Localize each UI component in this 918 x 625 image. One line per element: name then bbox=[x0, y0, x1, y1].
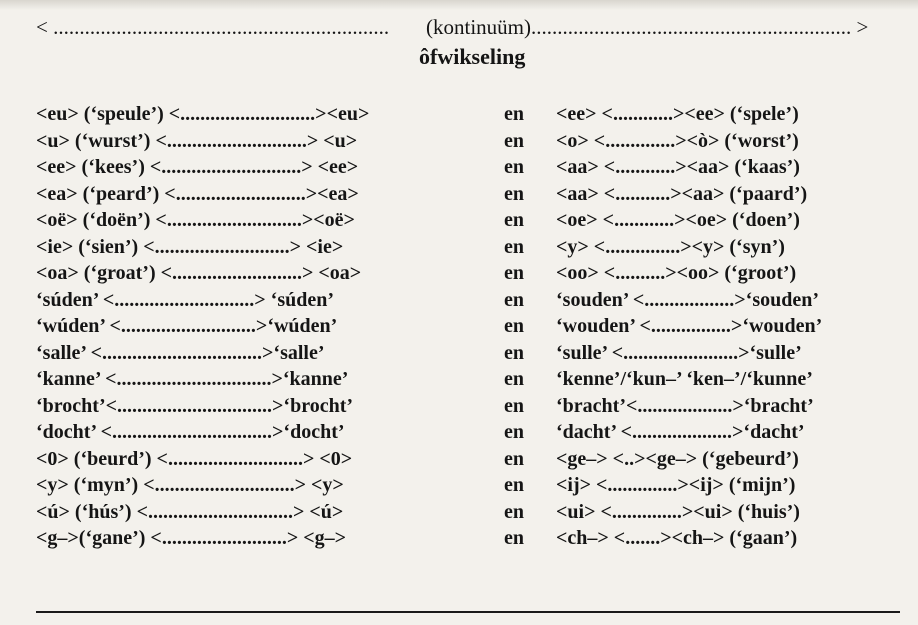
row-left-form: <eu> (‘speule’) <...........................><eu> bbox=[36, 103, 370, 125]
row-left-form: ‘docht’ <................................>‘docht’ bbox=[36, 421, 345, 443]
row-right-form: <ij> <..............><ij> (‘mijn’) bbox=[556, 474, 796, 496]
table-row bbox=[0, 342, 918, 369]
row-conjunction: en bbox=[504, 209, 524, 231]
row-conjunction: en bbox=[504, 315, 524, 337]
row-conjunction: en bbox=[504, 288, 524, 311]
row-conjunction: en bbox=[504, 527, 524, 549]
row-right-form: <oo> <..........><oo> (‘groot’) bbox=[556, 262, 797, 284]
previous-page-bleed bbox=[0, 0, 918, 10]
row-right-form: <y> <...............><y> (‘syn’) bbox=[556, 235, 785, 258]
table-row bbox=[0, 315, 918, 342]
row-left-form: <0> (‘beurd’) <...........................> <0> bbox=[36, 447, 353, 470]
row-left-form: <ú> (‘hús’) <.............................> <ú> bbox=[36, 500, 344, 523]
table-row bbox=[0, 289, 918, 316]
alternation-title: ôfwikseling bbox=[419, 44, 526, 69]
row-left-form: <oa> (‘groat’) <..........................> <oa> bbox=[36, 262, 362, 284]
row-conjunction: en bbox=[504, 182, 524, 205]
table-row bbox=[0, 527, 918, 554]
table-row bbox=[0, 368, 918, 395]
row-left-form: ‘súden’ <............................> ‘súden’ bbox=[36, 288, 335, 311]
continuum-label: (kontinuüm)............................................................. > bbox=[426, 15, 869, 39]
row-conjunction: en bbox=[504, 103, 524, 125]
row-right-form: <ee> <............><ee> (‘spele’) bbox=[556, 103, 799, 125]
table-row bbox=[0, 501, 918, 528]
row-conjunction: en bbox=[504, 341, 524, 364]
row-right-form: ‘souden’ <..................>‘souden’ bbox=[556, 288, 820, 311]
row-right-form: <ch–> <.......><ch–> (‘gaan’) bbox=[556, 527, 798, 549]
table-row bbox=[0, 262, 918, 289]
alternation-table bbox=[0, 103, 918, 554]
row-right-form: ‘wouden’ <................>‘wouden’ bbox=[556, 315, 823, 337]
table-row bbox=[0, 395, 918, 422]
row-conjunction: en bbox=[504, 129, 524, 152]
row-right-form: <aa> <............><aa> (‘kaas’) bbox=[556, 156, 800, 178]
row-left-form: ‘wúden’ <...........................>‘wúden’ bbox=[36, 315, 338, 337]
row-right-form: ‘kenne’/‘kun–’ ‘ken–’/‘kunne’ bbox=[556, 368, 813, 390]
row-right-form: <o> <..............><ò> (‘worst’) bbox=[556, 129, 799, 152]
row-left-form: <ee> (‘kees’) <............................> <ee> bbox=[36, 156, 359, 178]
row-left-form: <oë> (‘doën’) <...........................><oë> bbox=[36, 209, 355, 231]
row-left-form: ‘brocht’<...............................>‘brocht’ bbox=[36, 394, 354, 417]
table-row bbox=[0, 421, 918, 448]
row-right-form: ‘dacht’ <....................>‘dacht’ bbox=[556, 421, 805, 443]
row-right-form: ‘bracht’<...................>‘bracht’ bbox=[556, 394, 814, 417]
row-conjunction: en bbox=[504, 368, 524, 390]
table-row bbox=[0, 474, 918, 501]
row-left-form: <g–>(‘gane’) <.........................> <g–> bbox=[36, 527, 347, 549]
table-row bbox=[0, 183, 918, 210]
bottom-rule bbox=[36, 611, 900, 613]
row-left-form: <ea> (‘peard’) <..........................><ea> bbox=[36, 182, 359, 205]
row-left-form: <ie> (‘sien’) <...........................> <ie> bbox=[36, 235, 344, 258]
row-conjunction: en bbox=[504, 394, 524, 417]
continuum-left-arrow: < ................................................................ bbox=[36, 15, 390, 39]
table-row bbox=[0, 130, 918, 157]
table-row bbox=[0, 156, 918, 183]
row-right-form: <aa> <...........><aa> (‘paard’) bbox=[556, 182, 808, 205]
row-conjunction: en bbox=[504, 421, 524, 443]
table-row bbox=[0, 236, 918, 263]
row-right-form: <oe> <............><oe> (‘doen’) bbox=[556, 209, 800, 231]
table-row bbox=[0, 103, 918, 130]
row-left-form: ‘kanne’ <...............................>‘kanne’ bbox=[36, 368, 349, 390]
row-right-form: ‘sulle’ <.......................>‘sulle’ bbox=[556, 341, 802, 364]
row-right-form: <ui> <..............><ui> (‘huis’) bbox=[556, 500, 800, 523]
row-conjunction: en bbox=[504, 235, 524, 258]
row-conjunction: en bbox=[504, 156, 524, 178]
table-row bbox=[0, 209, 918, 236]
row-right-form: <ge–> <..><ge–> (‘gebeurd’) bbox=[556, 447, 799, 470]
row-left-form: ‘salle’ <................................>‘salle’ bbox=[36, 341, 325, 364]
row-conjunction: en bbox=[504, 500, 524, 523]
row-left-form: <u> (‘wurst’) <............................> <u> bbox=[36, 129, 358, 152]
table-row bbox=[0, 448, 918, 475]
row-left-form: <y> (‘myn’) <............................> <y> bbox=[36, 474, 344, 496]
row-conjunction: en bbox=[504, 474, 524, 496]
row-conjunction: en bbox=[504, 447, 524, 470]
row-conjunction: en bbox=[504, 262, 524, 284]
